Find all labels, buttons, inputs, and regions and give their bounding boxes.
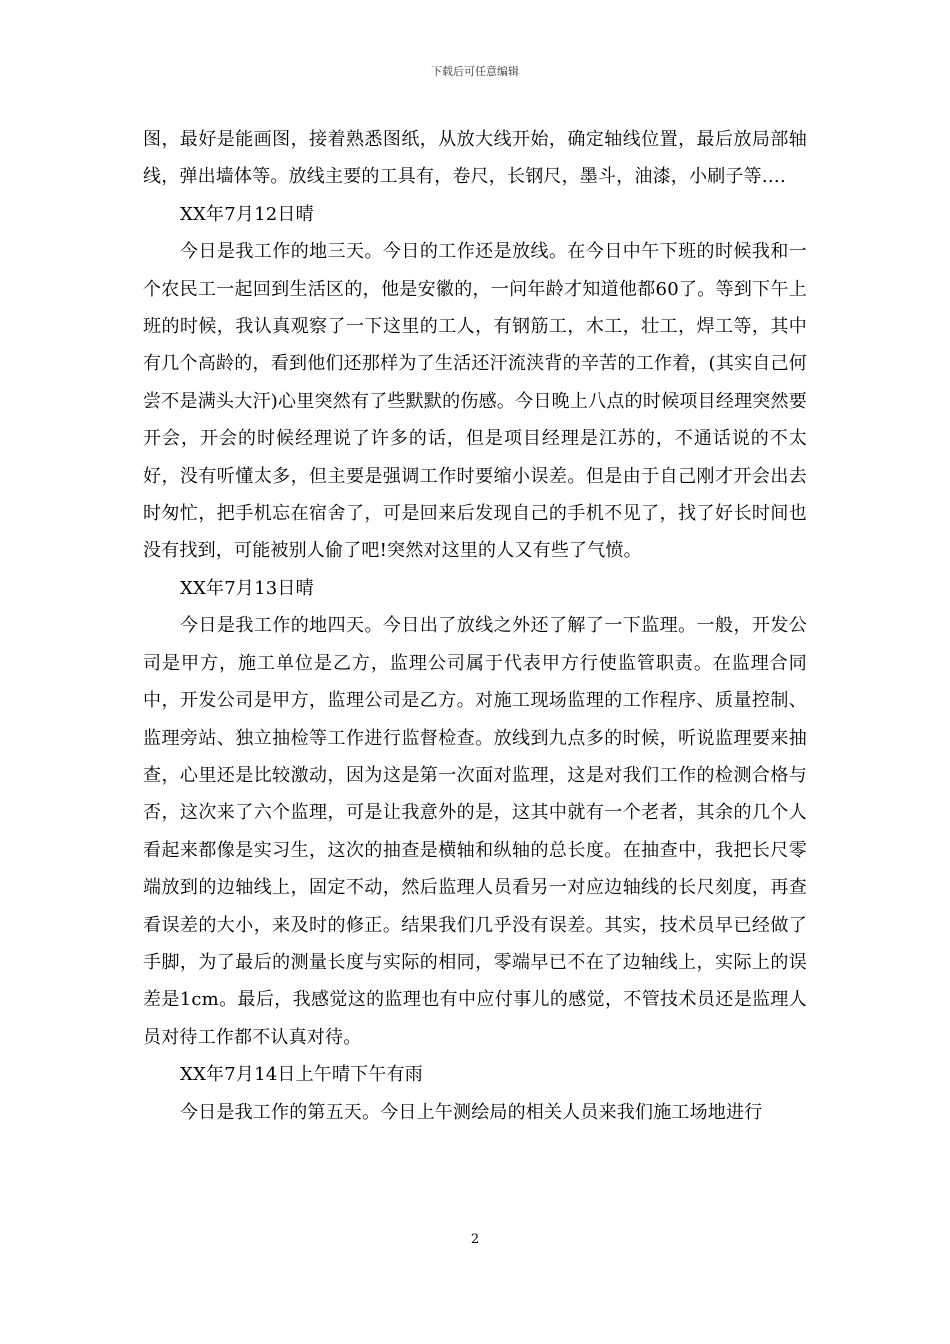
page-header: 下载后可任意编辑 (431, 65, 519, 78)
diary-date-heading: XX年7月14日上午晴下午有雨 (180, 1064, 423, 1086)
diary-entry-paragraph: 今日是我工作的第五天。今日上午测绘局的相关人员来我们施工场地进行 (180, 1101, 763, 1123)
document-body (143, 121, 807, 1131)
diary-date-heading: XX年7月13日晴 (180, 577, 314, 599)
diary-date-heading: XX年7月12日晴 (180, 203, 314, 225)
diary-entry-paragraph: 今日是我工作的地三天。今日的工作还是放线。在今日中午下班的时候我和一个农民工一起回到生活区的，他是安徽的，一问年龄才知道他都60了。等到下午上班的时候，我认真观察了一下这里的工人，有钢筋工，木工，壮工，焊工等，其中有几个高龄的，看到他们还那样为了生活还汗流浃背的辛苦的工作着，(其实自己何尝不是满头大汗)心里突然有了些默默的伤感。今日晚上八点的时候项目经理突然要开会，开会的时候经理说了许多的话，但是项目经理是江苏的，不通话说的不太好，没有听懂太多，但主要是强调工作时要缩小误差。但是由于自己刚才开会出去时匆忙，把手机忘在宿舍了，可是回来后发现自己的手机不见了，找了好长时间也没有找到，可能被别人偷了吧!突然对这里的人又有些了气愤。 (143, 241, 807, 562)
diary-entry-paragraph: 今日是我工作的地四天。今日出了放线之外还了解了一下监理。一般，开发公司是甲方，施工单位是乙方，监理公司属于代表甲方行使监管职责。在监理合同中，开发公司是甲方，监理公司是乙方。对施工现场监理的工作程序、质量控制、监理旁站、独立抽检等工作进行监督检查。放线到九点多的时候，听说监理要来抽查，心里还是比较激动，因为这是第一次面对监理，这是对我们工作的检测合格与否，这次来了六个监理，可是让我意外的是，这其中就有一个老者，其余的几个人看起来都像是实习生，这次的抽查是横轴和纵轴的总长度。在抽查中，我把长尺零端放到的边轴线上，固定不动，然后监理人员看另一对应边轴线的长尺刻度，再查看误差的大小，来及时的修正。结果我们几乎没有误差。其实，技术员早已经做了手脚，为了最后的测量长度与实际的相同，零端早已不在了边轴线上，实际上的误差是1cm。最后，我感觉这的监理也有中应付事儿的感觉，不管技术员还是监理人员对待工作都不认真对待。 (143, 615, 807, 1048)
page-number: 2 (470, 1232, 480, 1247)
paragraph-continued: 图，最好是能画图，接着熟悉图纸，从放大线开始，确定轴线位置，最后放局部轴线，弹出墙体等。放线主要的工具有，卷尺，长钢尺，墨斗，油漆，小刷子等…. (143, 129, 807, 188)
